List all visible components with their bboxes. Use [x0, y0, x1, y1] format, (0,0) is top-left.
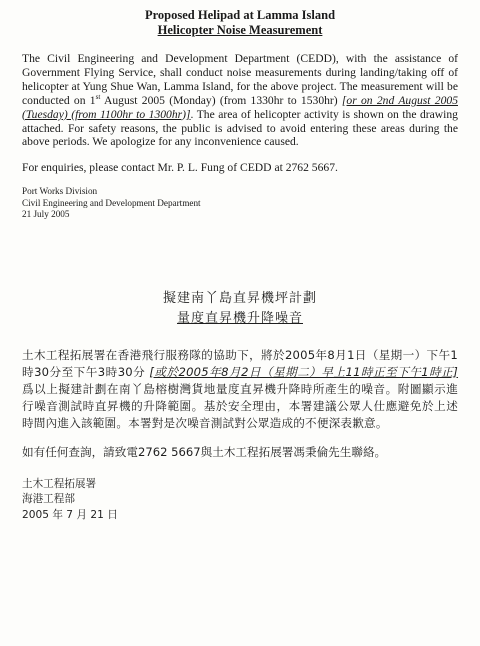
english-subtitle: Helicopter Noise Measurement — [157, 23, 323, 37]
english-title: Proposed Helipad at Lamma Island — [144, 8, 336, 22]
chinese-paragraph — [22, 347, 458, 432]
chinese-sig-department: 土木工程拓展署 — [22, 477, 97, 490]
english-text-part-3: . The area of helicopter activity is shown on the drawing attached. For safety reasons, the public is advised to avoid entering these areas during the above periods. We apologize for any inconvenience caused. — [22, 107, 458, 149]
chinese-text-part-2: 爲以上擬建計劃在南丫島榕樹灣貨地量度直昇機升降時所產生的噪音。附圖顯示進行噪音測試時直昇機的升降範圍。基於安全理由，本署建議公眾人仕應避免於上述時間內進入該範圍。本署對是次噪音測試對公眾造成的不便深表歉意。 — [22, 381, 458, 430]
chinese-title: 擬建南丫島直昇機坪計劃 — [162, 290, 317, 306]
english-body — [22, 52, 458, 149]
english-sig-division: Port Works Division — [22, 186, 98, 197]
chinese-sig-division: 海港工程部 — [22, 493, 75, 506]
english-text-part-2: August 2005 (Monday) (from 1330hr to 1530hr) — [100, 93, 342, 107]
english-signature — [22, 186, 458, 220]
chinese-sig-date: 2005 年 7 月 21 日 — [22, 508, 118, 521]
chinese-subtitle: 量度直昇機升降噪音 — [176, 310, 303, 326]
chinese-signature — [22, 477, 458, 524]
chinese-heading — [22, 289, 458, 329]
english-ordinal-suffix: st — [95, 92, 101, 101]
chinese-text-part-1: 土木工程拓展署在香港飛行服務隊的協助下，將於2005年8月1日（星期一）下午1時30分至下午3時30分 — [22, 347, 458, 379]
english-text-part-1: The Civil Engineering and Development Department (CEDD), with the assistance of Government Flying Service, shall conduct noise measurements during landing/taking off of helicopter at Yung Shue Wan, Lamma Island, for the above project. The measurement will be conducted on 1 — [22, 52, 458, 107]
english-enquiry: For enquiries, please contact Mr. P. L. Fung of CEDD at 2762 5667. — [22, 161, 338, 175]
chinese-enquiry: 如有任何查詢，請致電2762 5667與土木工程拓展署馮秉倫先生聯絡。 — [22, 444, 387, 459]
chinese-body — [22, 347, 458, 432]
english-heading — [22, 0, 458, 38]
english-alternative-date: [or on 2nd August 2005 (Tuesday) (from 1100hr to 1300hr)] — [22, 93, 458, 121]
english-paragraph — [22, 52, 458, 149]
english-sig-department: Civil Engineering and Development Department — [22, 197, 201, 208]
english-sig-date: 21 July 2005 — [22, 209, 70, 220]
chinese-alternative-date: [或於2005年8月2日（星期二）早上11時正至下午1時正] — [149, 364, 459, 379]
